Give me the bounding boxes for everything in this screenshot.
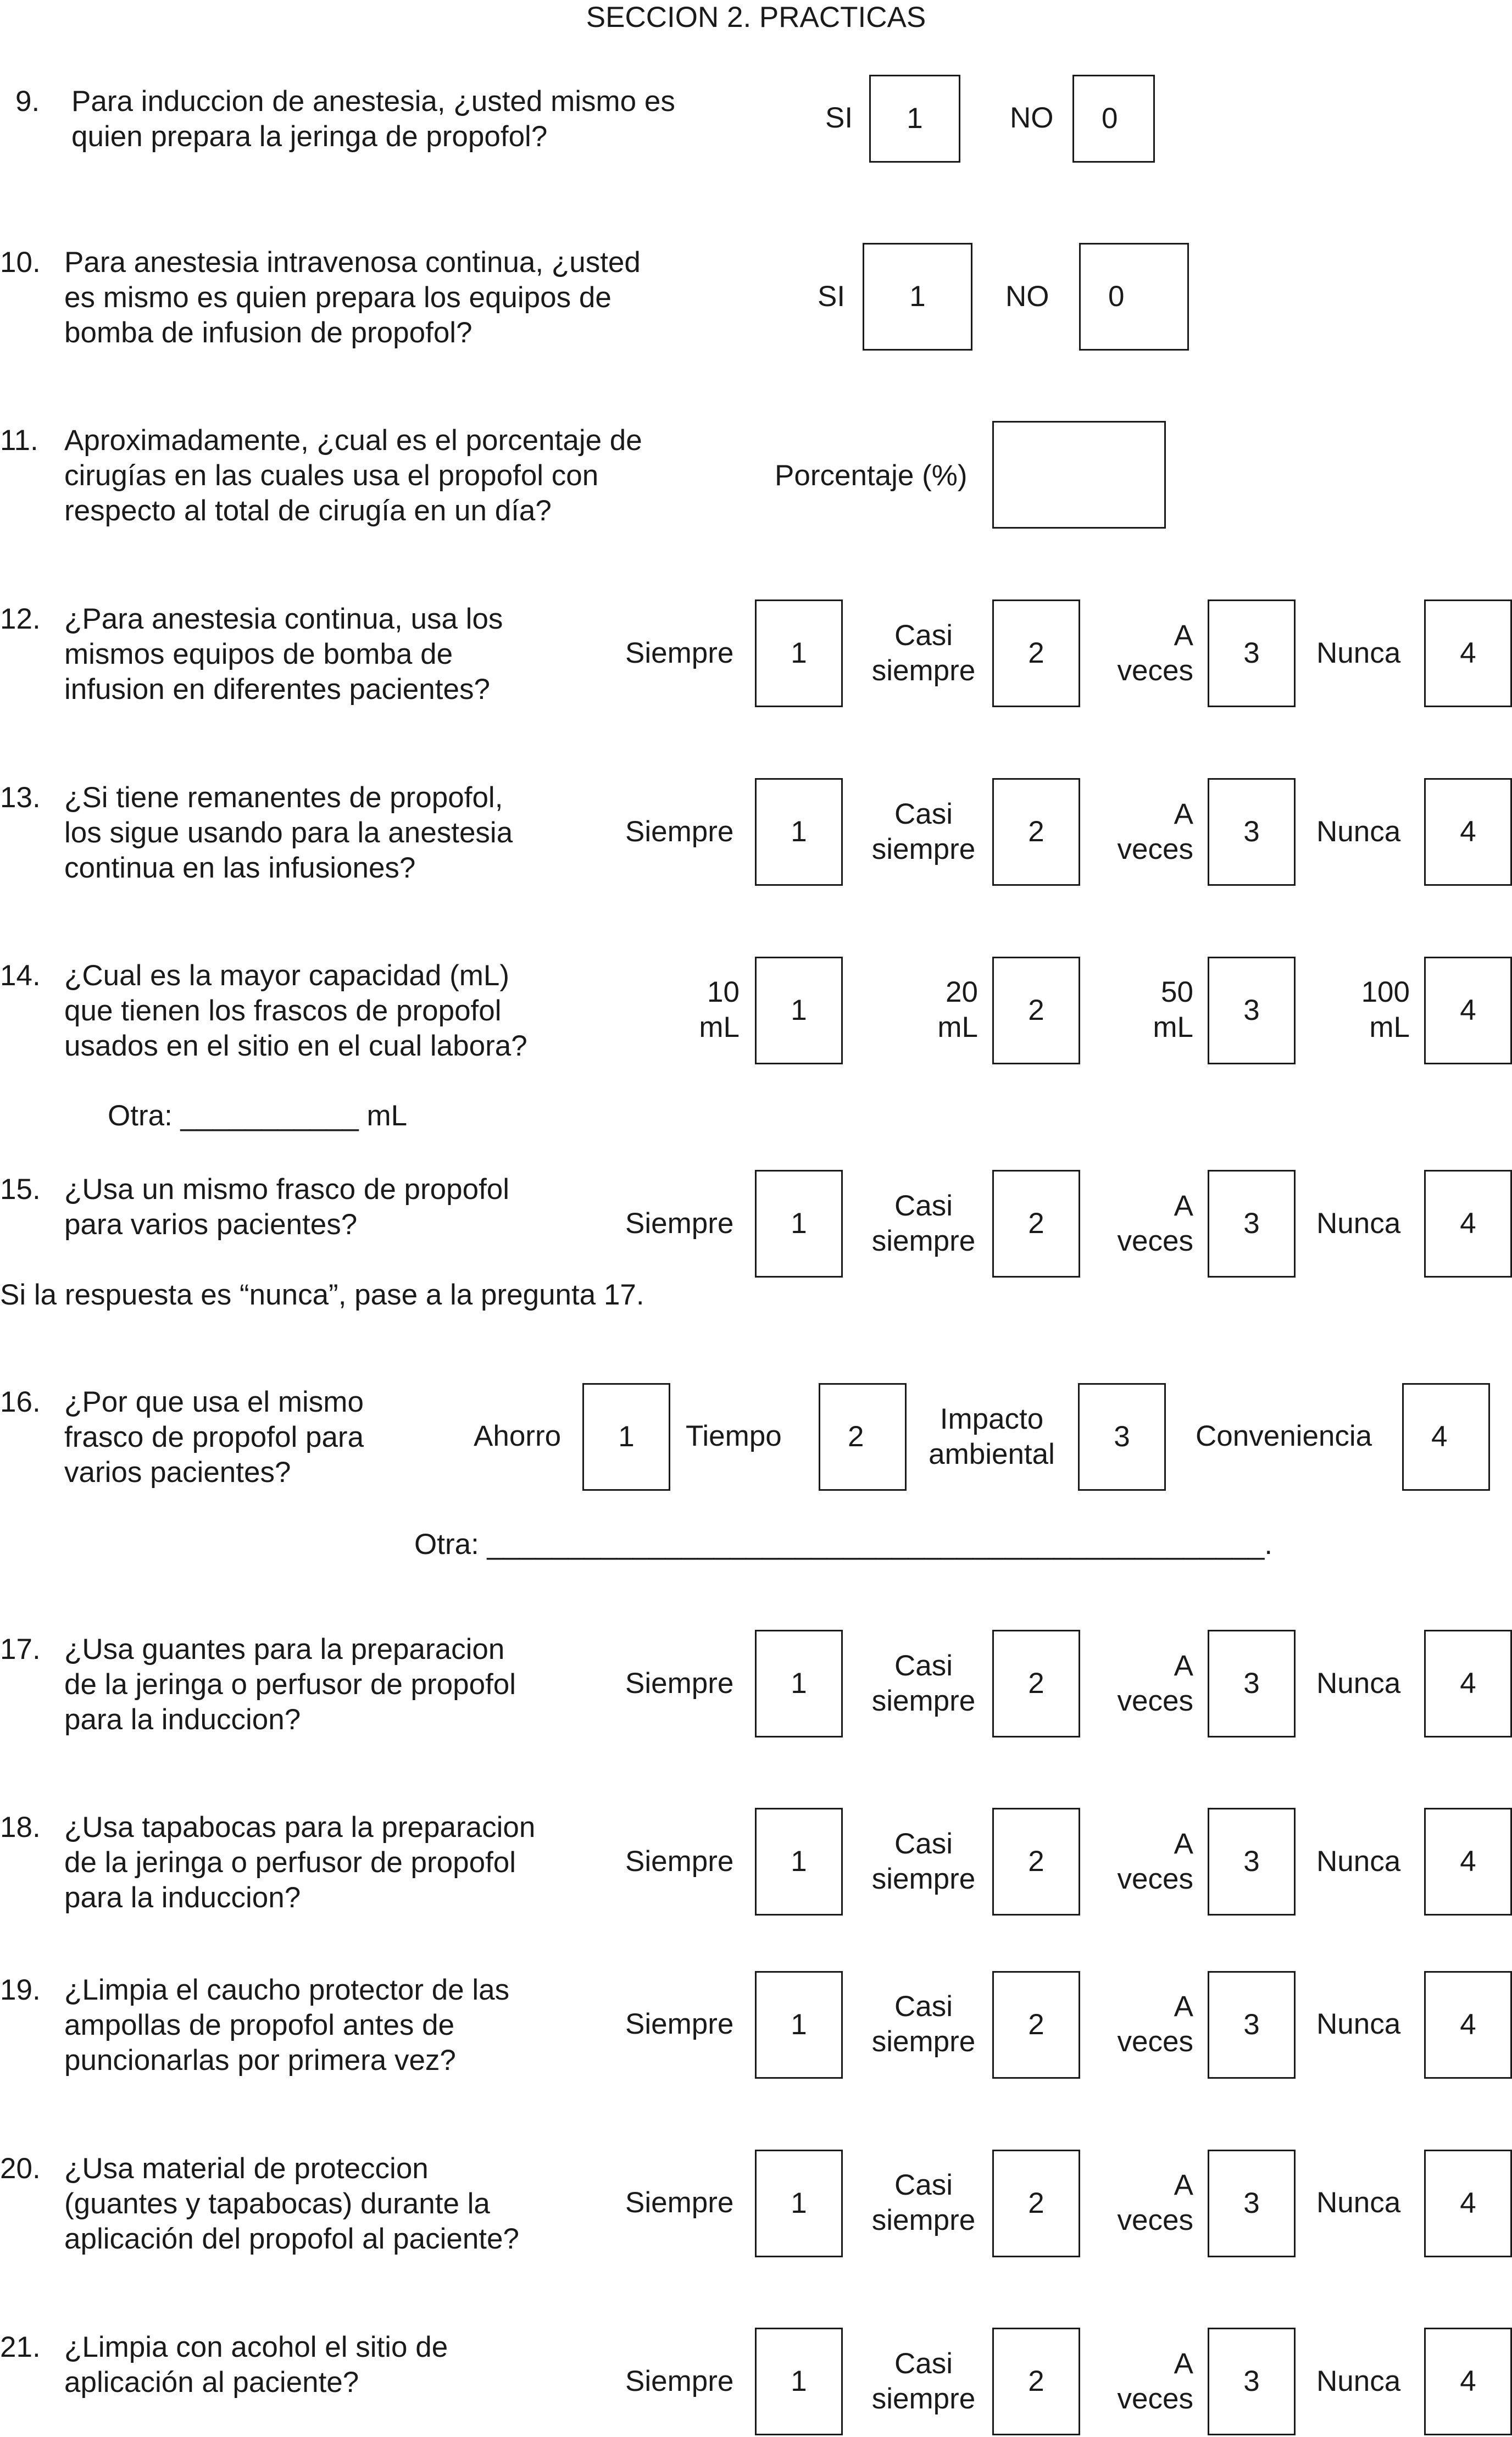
skip-instruction: Si la respuesta es “nunca”, pase a la pregunta 17. (0, 1279, 644, 1311)
question-text-line: aplicación al paciente? (64, 2366, 359, 2399)
option-checkbox-4[interactable]: 4 (1424, 957, 1512, 1064)
option-checkbox-4[interactable]: 4 (1424, 2150, 1512, 2257)
no-label: NO (1010, 102, 1054, 134)
label-line: mL (1153, 1011, 1193, 1043)
option-label-nunca: Nunca (1316, 637, 1401, 669)
question-text-line: aplicación del propofol al paciente? (64, 2223, 519, 2255)
option-label-nunca: Nunca (1316, 815, 1401, 848)
option-checkbox-4[interactable]: 4 (1424, 2328, 1512, 2435)
option-label-a-veces (1099, 1989, 1193, 2059)
question-text-line: mismos equipos de bomba de (64, 638, 453, 670)
question-number: 12. (0, 603, 41, 635)
question-number: 11. (0, 424, 38, 457)
option-label-100ml (1324, 975, 1410, 1045)
question-text-line: ¿Limpia el caucho protector de las (64, 1974, 510, 2006)
option-checkbox-1[interactable]: 1 (755, 1971, 843, 2079)
question-text-line: que tienen los frascos de propofol (64, 995, 502, 1027)
label-line: veces (1117, 833, 1193, 865)
label-line: A (1174, 1990, 1193, 2023)
option-label-a-veces (1099, 1827, 1193, 1897)
option-checkbox-2[interactable]: 2 (819, 1383, 907, 1491)
question-text-line: de la jeringa o perfusor de propofol (64, 1846, 516, 1879)
option-label-a-veces (1099, 2168, 1193, 2238)
question-text-line: quien prepara la jeringa de propofol? (71, 120, 548, 153)
label-line: veces (1117, 2383, 1193, 2415)
question-text-line: ampollas de propofol antes de (64, 2009, 455, 2041)
label-line: 50 (1161, 976, 1193, 1008)
label-line: A (1174, 798, 1193, 830)
label-line: 10 (707, 976, 740, 1008)
option-label-casi-siempre (860, 2168, 987, 2238)
label-line: veces (1117, 1225, 1193, 1257)
label-line: A (1174, 1828, 1193, 1860)
label-line: Casi (894, 2169, 953, 2201)
option-checkbox-3[interactable]: 3 (1208, 1808, 1296, 1916)
no-checkbox[interactable]: 0 (1072, 75, 1155, 163)
option-checkbox-2[interactable]: 2 (992, 1971, 1080, 2079)
option-checkbox-3[interactable]: 3 (1208, 1971, 1296, 2079)
question-text-line: continua en las infusiones? (64, 852, 416, 884)
label-line: siempre (871, 1225, 976, 1257)
section-title: SECCION 2. PRACTICAS (586, 1, 926, 34)
option-checkbox-4[interactable]: 4 (1424, 778, 1512, 886)
label-line: mL (699, 1011, 740, 1043)
label-line: Casi (894, 1828, 953, 1860)
option-checkbox-1[interactable]: 1 (755, 599, 843, 707)
question-text-line: de la jeringa o perfusor de propofol (64, 1668, 516, 1701)
label-line: siempre (871, 2025, 976, 2058)
label-line: veces (1117, 2204, 1193, 2236)
option-label-siempre: Siempre (625, 1667, 734, 1700)
option-checkbox-2[interactable]: 2 (992, 1630, 1080, 1737)
question-text-line: ¿Limpia con acohol el sitio de (64, 2331, 448, 2363)
option-label-casi-siempre (860, 2346, 987, 2417)
option-label-casi-siempre (860, 1189, 987, 1259)
option-label-a-veces (1099, 1189, 1193, 1259)
option-checkbox-1[interactable]: 1 (582, 1383, 670, 1491)
question-text-line: ¿Para anestesia continua, usa los (64, 603, 503, 635)
label-line: siempre (871, 833, 976, 865)
question-text-line: Aproximadamente, ¿cual es el porcentaje de (64, 424, 642, 457)
question-text-line: usados en el sitio en el cual labora? (64, 1030, 527, 1062)
question-number: 13. (0, 781, 41, 814)
question-number: 20. (0, 2152, 41, 2185)
option-checkbox-3[interactable]: 3 (1208, 778, 1296, 886)
option-label-siempre: Siempre (625, 2008, 734, 2040)
option-checkbox-3[interactable]: 3 (1208, 2328, 1296, 2435)
option-label-a-veces (1099, 2346, 1193, 2417)
option-label-nunca: Nunca (1316, 1845, 1401, 1878)
option-checkbox-3[interactable]: 3 (1208, 2150, 1296, 2257)
option-checkbox-3[interactable]: 3 (1078, 1383, 1166, 1491)
option-checkbox-1[interactable]: 1 (755, 1170, 843, 1278)
label-line: veces (1117, 2025, 1193, 2058)
question-text-line: ¿Usa material de proteccion (64, 2152, 429, 2185)
label-line: siempre (871, 2204, 976, 2236)
question-number: 19. (0, 1974, 41, 2006)
option-checkbox-1[interactable]: 1 (755, 2150, 843, 2257)
option-checkbox-1[interactable]: 1 (755, 1630, 843, 1737)
option-checkbox-2[interactable]: 2 (992, 2328, 1080, 2435)
option-checkbox-3[interactable]: 3 (1208, 1170, 1296, 1278)
label-line: 20 (946, 976, 978, 1008)
question-text-line: ¿Usa un mismo frasco de propofol (64, 1173, 510, 1206)
option-checkbox-4[interactable]: 4 (1402, 1383, 1490, 1491)
option-label-50ml (1110, 975, 1193, 1045)
label-line: A (1174, 1190, 1193, 1222)
question-number: 17. (0, 1633, 41, 1666)
question-number: 21. (0, 2331, 41, 2363)
option-checkbox-2[interactable]: 2 (992, 1170, 1080, 1278)
option-label-casi-siempre (860, 1648, 987, 1719)
other-capacity-field[interactable]: Otra: ___________ mL (108, 1100, 408, 1132)
option-checkbox-2[interactable]: 2 (992, 599, 1080, 707)
label-line: ambiental (929, 1438, 1055, 1470)
yes-checkbox[interactable]: 1 (863, 243, 972, 351)
question-number: 10. (0, 246, 41, 279)
question-number: 15. (0, 1173, 41, 1206)
question-text-line: para la induccion? (64, 1703, 301, 1736)
option-label-siempre: Siempre (625, 1207, 734, 1240)
question-text-line: varios pacientes? (64, 1456, 291, 1489)
option-checkbox-2[interactable]: 2 (992, 2150, 1080, 2257)
label-line: Casi (894, 1190, 953, 1222)
option-label-casi-siempre (860, 1989, 987, 2059)
option-checkbox-3[interactable]: 3 (1208, 957, 1296, 1064)
option-checkbox-1[interactable]: 1 (755, 778, 843, 886)
option-label-siempre: Siempre (625, 2365, 734, 2397)
label-line: siempre (871, 1863, 976, 1895)
question-text-line: frasco de propofol para (64, 1421, 364, 1453)
question-text-line: (guantes y tapabocas) durante la (64, 2188, 490, 2220)
label-line: A (1174, 2169, 1193, 2201)
question-text-line: ¿Usa guantes para la preparacion (64, 1633, 505, 1666)
question-text-line: ¿Si tiene remanentes de propofol, (64, 781, 503, 814)
label-line: veces (1117, 1863, 1193, 1895)
option-label-impacto-ambiental (923, 1402, 1060, 1472)
option-checkbox-3[interactable]: 3 (1208, 1630, 1296, 1737)
option-label-nunca: Nunca (1316, 2186, 1401, 2219)
label-line: veces (1117, 654, 1193, 687)
label-line: A (1174, 2347, 1193, 2380)
option-label-siempre: Siempre (625, 815, 734, 848)
option-label-casi-siempre (860, 618, 987, 689)
yes-label: SI (825, 102, 853, 134)
question-number: 16. (0, 1386, 41, 1418)
option-label-siempre: Siempre (625, 2186, 734, 2219)
question-text-line: bomba de infusion de propofol? (64, 317, 472, 349)
option-checkbox-3[interactable]: 3 (1208, 599, 1296, 707)
option-label-nunca: Nunca (1316, 1667, 1401, 1700)
option-checkbox-1[interactable]: 1 (755, 957, 843, 1064)
label-line: A (1174, 1650, 1193, 1682)
label-line: Impacto (940, 1403, 1044, 1435)
question-text-line: cirugías en las cuales usa el propofol con (64, 459, 599, 492)
option-label-casi-siempre (860, 797, 987, 867)
option-checkbox-1[interactable]: 1 (755, 2328, 843, 2435)
label-line: mL (937, 1011, 978, 1043)
option-checkbox-4[interactable]: 4 (1424, 1971, 1512, 2079)
question-text-line: Para induccion de anestesia, ¿usted mismo es (71, 85, 675, 118)
option-checkbox-4[interactable]: 4 (1424, 1170, 1512, 1278)
label-line: A (1174, 619, 1193, 652)
percentage-field[interactable] (992, 421, 1166, 529)
option-label-nunca: Nunca (1316, 2365, 1401, 2397)
option-checkbox-2[interactable]: 2 (992, 778, 1080, 886)
option-label-conveniencia: Conveniencia (1196, 1420, 1372, 1452)
option-label-siempre: Siempre (625, 637, 734, 669)
question-text-line: para varios pacientes? (64, 1208, 358, 1241)
no-checkbox[interactable]: 0 (1079, 243, 1189, 351)
question-text-line: puncionarlas por primera vez? (64, 2044, 456, 2077)
question-text-line: ¿Cual es la mayor capacidad (mL) (64, 959, 510, 992)
question-text-line: los sigue usando para la anestesia (64, 817, 513, 849)
label-line: mL (1369, 1011, 1410, 1043)
label-line: veces (1117, 1685, 1193, 1717)
question-text-line: para la induccion? (64, 1881, 301, 1914)
option-checkbox-1[interactable]: 1 (755, 1808, 843, 1916)
label-line: siempre (871, 1685, 976, 1717)
option-checkbox-2[interactable]: 2 (992, 1808, 1080, 1916)
question-number: 9. (15, 85, 40, 118)
option-label-a-veces (1099, 797, 1193, 867)
option-label-siempre: Siempre (625, 1845, 734, 1878)
question-text-line: infusion en diferentes pacientes? (64, 673, 490, 706)
yes-checkbox[interactable]: 1 (869, 75, 960, 163)
question-text-line: ¿Usa tapabocas para la preparacion (64, 1811, 536, 1844)
percentage-label: Porcentaje (%) (775, 459, 968, 492)
question-number: 18. (0, 1811, 41, 1844)
yes-label: SI (818, 280, 846, 313)
option-label-nunca: Nunca (1316, 2008, 1401, 2040)
option-label-a-veces (1099, 618, 1193, 689)
label-line: Casi (894, 619, 953, 652)
option-label-tiempo: Tiempo (686, 1420, 782, 1452)
option-label-nunca: Nunca (1316, 1207, 1401, 1240)
question-text-line: respecto al total de cirugía en un día? (64, 495, 552, 527)
label-line: Casi (894, 1650, 953, 1682)
label-line: siempre (871, 2383, 976, 2415)
question-number: 14. (0, 959, 41, 992)
option-checkbox-4[interactable]: 4 (1424, 599, 1512, 707)
option-checkbox-4[interactable]: 4 (1424, 1630, 1512, 1737)
option-checkbox-2[interactable]: 2 (992, 957, 1080, 1064)
label-line: Casi (894, 2347, 953, 2380)
label-line: Casi (894, 1990, 953, 2023)
option-label-20ml (896, 975, 978, 1045)
label-line: siempre (871, 654, 976, 687)
no-label: NO (1005, 280, 1049, 313)
option-label-ahorro: Ahorro (474, 1420, 562, 1452)
other-reason-field[interactable]: Otra: ________________________________________________. (414, 1528, 1273, 1561)
question-text-line: ¿Por que usa el mismo (64, 1386, 364, 1418)
question-text-line: es mismo es quien prepara los equipos de (64, 281, 612, 314)
option-label-a-veces (1099, 1648, 1193, 1719)
option-label-casi-siempre (860, 1827, 987, 1897)
label-line: Casi (894, 798, 953, 830)
label-line: 100 (1361, 976, 1410, 1008)
question-text-line: Para anestesia intravenosa continua, ¿usted (64, 246, 641, 279)
option-checkbox-4[interactable]: 4 (1424, 1808, 1512, 1916)
option-label-10ml (659, 975, 740, 1045)
